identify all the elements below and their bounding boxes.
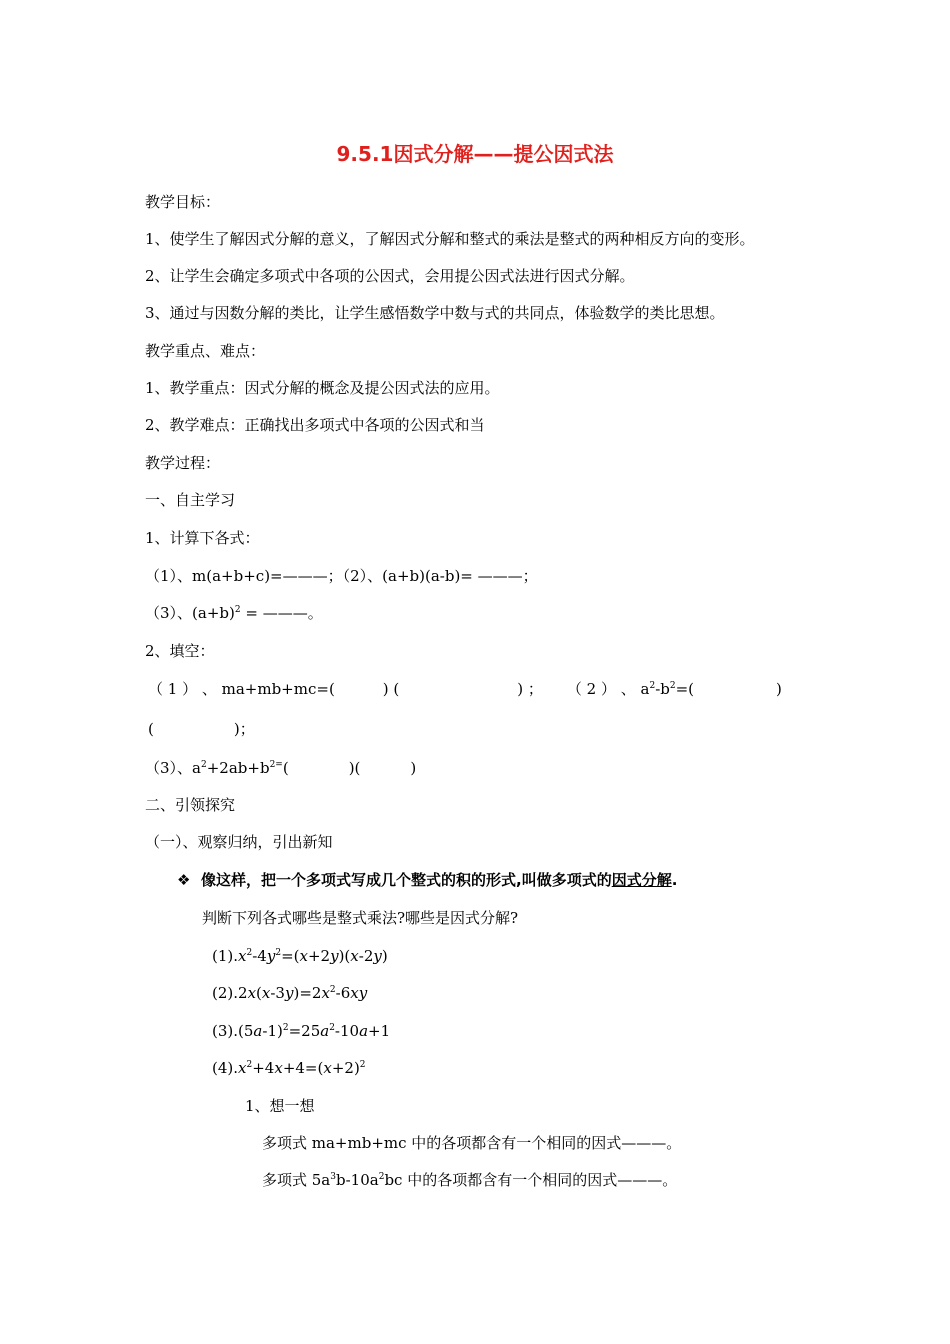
fill-line-3: （3）、$a^2+2ab+b^{2=}$( )( ) <box>145 759 417 777</box>
fill-line-2: ( )； <box>148 720 255 738</box>
subsection-heading: （一）、观察归纳，引出新知 <box>145 833 333 851</box>
example-2: $(2).2x(x-3y)=2x^2-6xy$ <box>212 984 368 1002</box>
diamond-bullet-icon: ❖ <box>177 871 191 889</box>
definition-term: 因式分解 <box>611 871 672 889</box>
judge-question: 判断下列各式哪些是整式乘法?哪些是因式分解? <box>202 909 519 927</box>
definition: ❖ 像这样，把一个多项式写成几个整式的积的形式,叫做多项式的因式分解. <box>177 871 678 889</box>
section-1-heading: 一、自主学习 <box>145 491 236 509</box>
fill-line-1: （ 1 ） 、 ma+mb+mc=( ) ( ) ； （ 2 ） 、 $a^2-b^2=$( ) <box>148 680 782 698</box>
objective-3: 3、通过与因数分解的类比，让学生感悟数学中数与式的共同点，体验数学的类比思想。 <box>145 304 725 322</box>
calc-item-2: （2）、(a+b)(a-b)= ———； <box>342 567 538 585</box>
page-title: 9.5.1因式分解——提公因式法 <box>336 142 614 166</box>
objective-1: 1、使学生了解因式分解的意义，了解因式分解和整式的乘法是整式的两种相反方向的变形。 <box>145 230 755 248</box>
think-line-1: 多项式 ma+mb+mc 中的各项都含有一个相同的因式———。 <box>262 1134 682 1152</box>
example-1: $(1).x^2-4y^2=(x+2y)(x-2y)$ <box>212 947 388 965</box>
fill-heading: 2、填空： <box>145 642 215 660</box>
objectives-heading: 教学目标： <box>145 193 221 211</box>
process-heading: 教学过程： <box>145 454 221 472</box>
keypoint-1: 1、教学重点：因式分解的概念及提公因式法的应用。 <box>145 379 500 397</box>
calc-line-1 <box>145 566 538 586</box>
section-2-heading: 二、引领探究 <box>145 796 236 814</box>
think-heading: 1、想一想 <box>245 1097 315 1115</box>
think-line-2: 多项式 $5a^3b-10a^2bc$ 中的各项都含有一个相同的因式———。 <box>262 1171 678 1189</box>
keypoints-heading: 教学重点、难点： <box>145 342 266 360</box>
calc-line-2: （3）、$(a+b)^2$ = ———。 <box>145 604 323 622</box>
example-4: $(4).x^2+4x+4=(x+2)^2$ <box>212 1059 366 1077</box>
calc-heading: 1、计算下各式： <box>145 529 260 547</box>
objective-2: 2、让学生会确定多项式中各项的公因式，会用提公因式法进行因式分解。 <box>145 267 635 285</box>
keypoint-2: 2、教学难点：正确找出多项式中各项的公因式和当 <box>145 416 485 434</box>
calc-item-1: （1）、m(a+b+c)=———； <box>145 567 343 585</box>
example-3: $(3).(5a-1)^2=25a^2-10a+1$ <box>212 1022 391 1040</box>
